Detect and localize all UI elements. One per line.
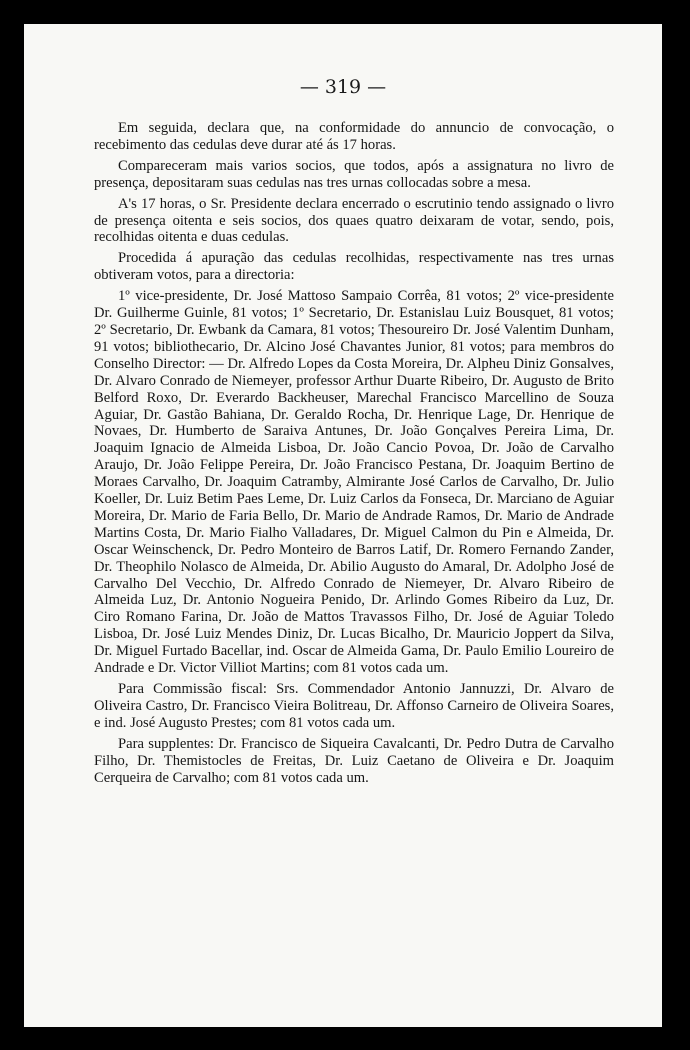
- document-page: [24, 24, 662, 1027]
- paragraph-counting: Procedida á apuração das cedulas recolhidas, respectivamente nas tres urnas obtiveram votos, para a directoria:: [94, 250, 614, 284]
- paragraph-directory-results: 1º vice-presidente, Dr. José Mattoso Sampaio Corrêa, 81 votos; 2º vice-presidente Dr. Guilherme Guinle, 81 votos; 1º Secretario, Dr. Estanislau Luiz Bousquet, 81 votos; 2º Secretario, Dr. Ewbank da Camara, 81 votos; Thesoureiro Dr. José Valentim Dunham, 91 votos; bibliothecario, Dr. Alcino José Chavantes Junior, 81 votos; para membros do Conselho Director: — Dr. Alfredo Lopes da Costa Moreira, Dr. Alpheu Diniz Gonsalves, Dr. Alvaro Conrado de Niemeyer, professor Arthur Duarte Ribeiro, Dr. Augusto de Brito Belford Roxo, Dr. Everardo Backheuser, Marechal Francisco Marcellino de Souza Aguiar, Dr. Gastão Bahiana, Dr. Geraldo Rocha, Dr. Henrique Lage, Dr. Henrique de Novaes, Dr. Humberto de Saraiva Antunes, Dr. João Gonçalves Pereira Lima, Dr. Joaquim Ignacio de Almeida Lisboa, Dr. João Cancio Povoa, Dr. João de Carvalho Araujo, Dr. João Felippe Pereira, Dr. João Francisco Pestana, Dr. Joaquim Bertino de Moraes Carvalho, Dr. Joaquim Catramby, Almirante José Carlos de Carvalho, Dr. Julio Koeller, Dr. Luiz Betim Paes Leme, Dr. Luiz Carlos da Fonseca, Dr. Marciano de Aguiar Moreira, Dr. Mario de Faria Bello, Dr. Mario de Andrade Ramos, Dr. Mario de Andrade Martins Costa, Dr. Mario Fialho Valladares, Dr. Miguel Calmon du Pin e Almeida, Dr. Oscar Weinschenck, Dr. Pedro Monteiro de Barros Latif, Dr. Romero Fernando Zander, Dr. Theophilo Nolasco de Almeida, Dr. Abilio Augusto do Amaral, Dr. Adolpho José de Carvalho Del Vecchio, Dr. Alfredo Conrado de Niemeyer, Dr. Alvaro Ribeiro de Almeida Luz, Dr. Antonio Nogueira Penido, Dr. Arlindo Gomes Ribeiro da Luz, Dr. Ciro Romano Farina, Dr. João de Mattos Travassos Filho, Dr. José de Aguiar Toledo Lisboa, Dr. José Luiz Mendes Diniz, Dr. Lucas Bicalho, Dr. Mauricio Joppert da Silva, Dr. Miguel Furtado Bacellar, ind. Oscar de Almeida Gama, Dr. Paulo Emilio Loureiro de Andrade e Dr. Victor Villiot Martins; com 81 votos cada um.: [94, 288, 614, 677]
- paragraph-members-voting: Compareceram mais varios socios, que todos, após a assignatura no livro de presença, depositaram suas cedulas nas tres urnas collocadas sobre a mesa.: [94, 157, 614, 191]
- paragraph-fiscal-committee: Para Commissão fiscal: Srs. Commendador Antonio Jannuzzi, Dr. Alvaro de Oliveira Castro, Dr. Francisco Vieira Bolitreau, Dr. Affonso Carneiro de Oliveira Soares, e ind. José Augusto Prestes; com 81 votos cada um.: [94, 681, 614, 731]
- paragraph-substitutes: Para supplentes: Dr. Francisco de Siqueira Cavalcanti, Dr. Pedro Dutra de Carvalho Filho, Dr. Themistocles de Freitas, Dr. Luiz Caetano de Oliveira e Dr. Joaquim Cerqueira de Carvalho; com 81 votos cada um.: [94, 735, 614, 786]
- paragraph-ballot-period: Em seguida, declara que, na conformidade do annuncio de convocação, o recebimento das cedulas deve durar até ás 17 horas.: [94, 120, 614, 153]
- document-body: [94, 120, 614, 790]
- page-number: — 319 —: [299, 76, 387, 98]
- paragraph-closing: A's 17 horas, o Sr. Presidente declara encerrado o escrutinio tendo assignado o livro de presença oitenta e seis socios, dos quaes quatro deixaram de votar, sendo, pois, recolhidas oitenta e duas cedulas.: [94, 195, 614, 246]
